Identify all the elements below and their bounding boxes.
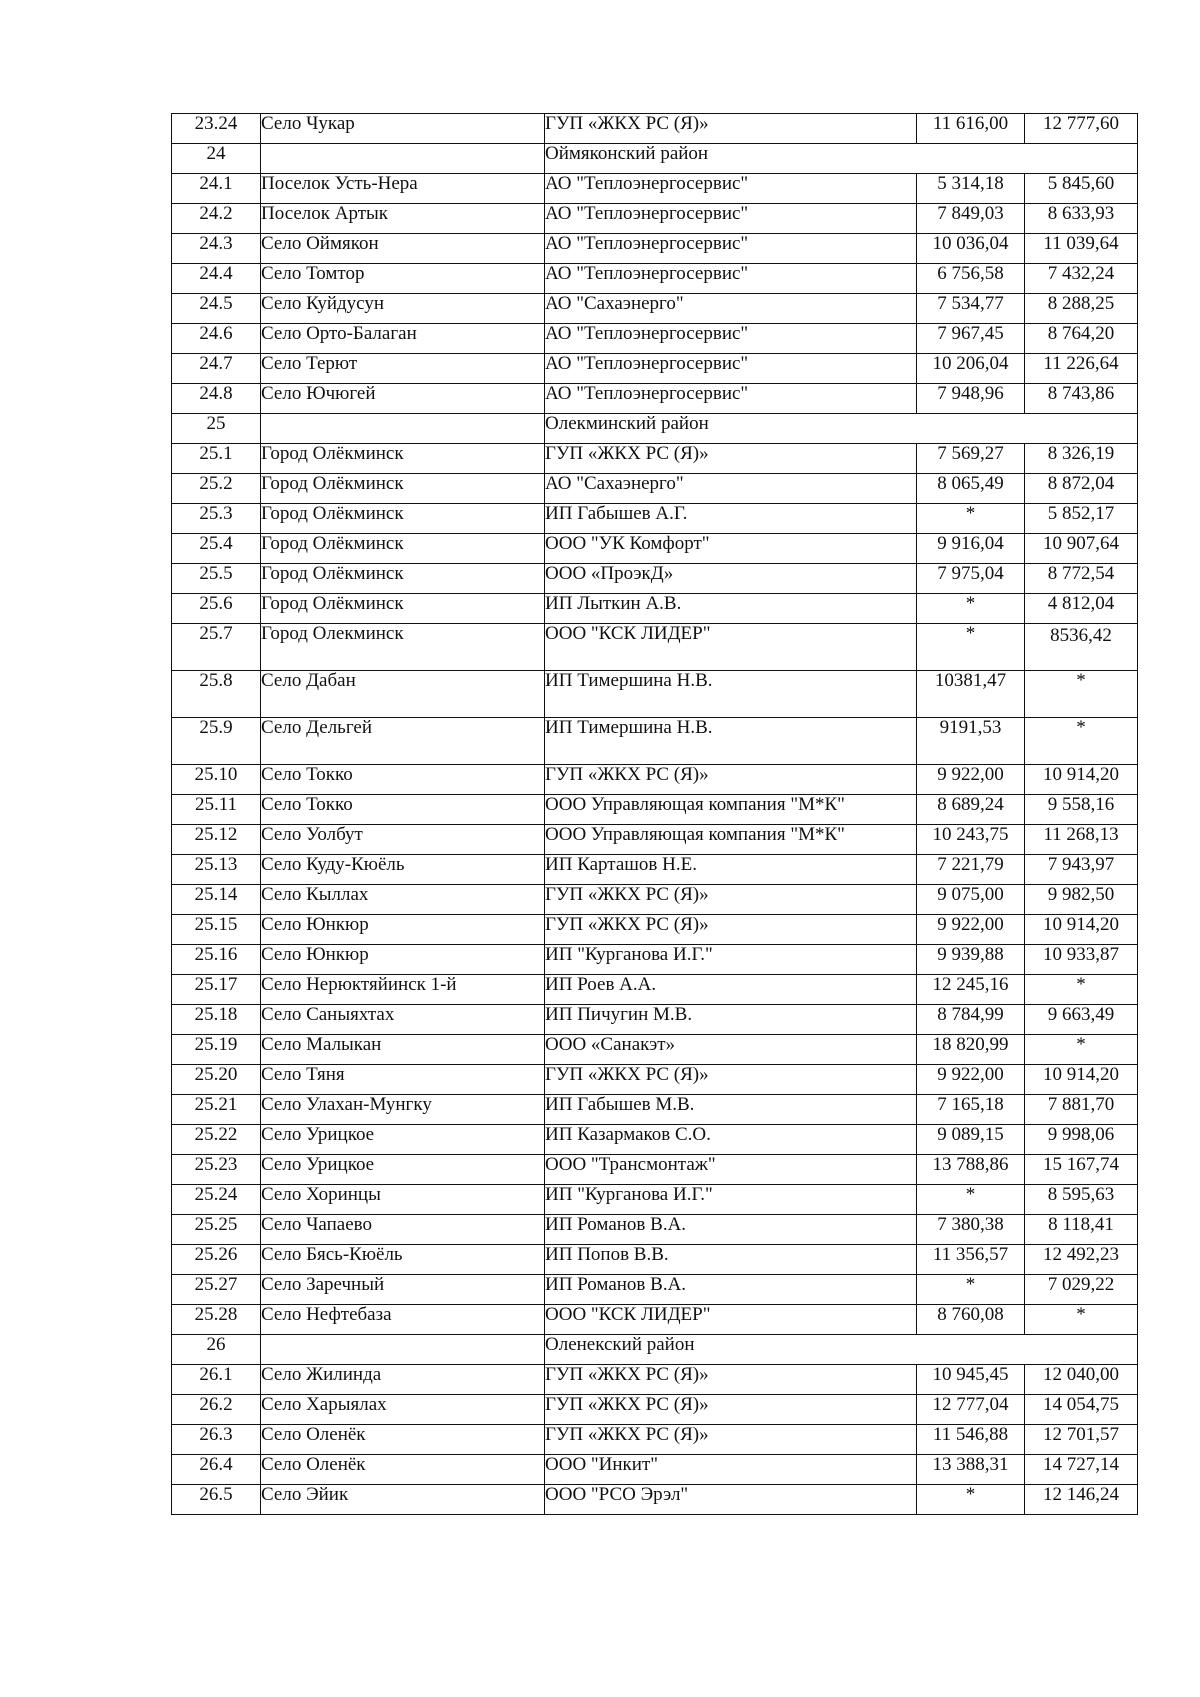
table-row (172, 1365, 1138, 1395)
row-number: 25.16 (172, 945, 261, 975)
settlement-name: Село Жилинда (261, 1365, 545, 1395)
settlement-name: Село Терют (261, 354, 545, 384)
organization-name: АО "Теплоэнергосервис" (545, 264, 917, 294)
table-row (172, 264, 1138, 294)
settlement-name: Село Куду-Кюёль (261, 855, 545, 885)
table-row (172, 718, 1138, 765)
row-number: 25.4 (172, 534, 261, 564)
settlement-name: Село Чапаево (261, 1215, 545, 1245)
tariff-first-half: 10 243,75 (917, 825, 1025, 855)
row-number: 23.24 (172, 114, 261, 144)
organization-name: ГУП «ЖКХ РС (Я)» (545, 915, 917, 945)
tariff-second-half: 14 727,14 (1025, 1455, 1138, 1485)
tariff-second-half: 8 595,63 (1025, 1185, 1138, 1215)
table-row (172, 1095, 1138, 1125)
settlement-name: Село Саныяхтах (261, 1005, 545, 1035)
tariff-second-half: 8 743,86 (1025, 384, 1138, 414)
tariff-second-half: 10 914,20 (1025, 1065, 1138, 1095)
tariff-first-half: 9 922,00 (917, 1065, 1025, 1095)
row-number: 25.27 (172, 1275, 261, 1305)
tariff-second-half: 8 764,20 (1025, 324, 1138, 354)
table-row (172, 114, 1138, 144)
organization-name: АО "Теплоэнергосервис" (545, 354, 917, 384)
tariff-first-half: 9191,53 (917, 718, 1025, 765)
row-number: 26.1 (172, 1365, 261, 1395)
row-number: 25.7 (172, 624, 261, 671)
tariff-second-half: 11 226,64 (1025, 354, 1138, 384)
organization-name: ООО "РСО Эрэл" (545, 1485, 917, 1515)
row-number: 25.21 (172, 1095, 261, 1125)
organization-name: ИП Романов В.А. (545, 1275, 917, 1305)
tariff-second-half: * (1025, 1305, 1138, 1335)
table-row (172, 594, 1138, 624)
row-number: 24.6 (172, 324, 261, 354)
tariff-first-half: 10 945,45 (917, 1365, 1025, 1395)
tariff-second-half: 15 167,74 (1025, 1155, 1138, 1185)
table-row (172, 1035, 1138, 1065)
tariff-first-half: 7 849,03 (917, 204, 1025, 234)
organization-name: АО "Теплоэнергосервис" (545, 204, 917, 234)
row-number: 25.12 (172, 825, 261, 855)
district-name: Оймяконский район (545, 144, 1138, 174)
table-row (172, 855, 1138, 885)
row-number: 24.2 (172, 204, 261, 234)
table-row (172, 624, 1138, 671)
tariff-first-half: 12 245,16 (917, 975, 1025, 1005)
row-number: 25.28 (172, 1305, 261, 1335)
tariff-first-half: * (917, 1185, 1025, 1215)
tariff-second-half: 8536,42 (1025, 624, 1138, 671)
settlement-name: Село Кыллах (261, 885, 545, 915)
district-header-row (172, 414, 1138, 444)
settlement-name: Село Куйдусун (261, 294, 545, 324)
row-number: 25.26 (172, 1245, 261, 1275)
tariff-first-half: 11 356,57 (917, 1245, 1025, 1275)
row-number: 26.4 (172, 1455, 261, 1485)
tariff-first-half: 9 922,00 (917, 765, 1025, 795)
row-number: 26.2 (172, 1395, 261, 1425)
tariff-first-half: 6 756,58 (917, 264, 1025, 294)
row-number: 25.23 (172, 1155, 261, 1185)
tariff-first-half: * (917, 624, 1025, 671)
settlement-name: Село Томтор (261, 264, 545, 294)
table-row (172, 294, 1138, 324)
row-number: 26.3 (172, 1425, 261, 1455)
table-row (172, 444, 1138, 474)
organization-name: ООО Управляющая компания "М*К" (545, 795, 917, 825)
organization-name: ООО "Инкит" (545, 1455, 917, 1485)
district-header-row (172, 144, 1138, 174)
organization-name: ИП Пичугин М.В. (545, 1005, 917, 1035)
organization-name: АО "Теплоэнергосервис" (545, 234, 917, 264)
tariff-first-half: 11 616,00 (917, 114, 1025, 144)
table-row (172, 564, 1138, 594)
tariff-second-half: 10 907,64 (1025, 534, 1138, 564)
table-row (172, 534, 1138, 564)
table-row (172, 1155, 1138, 1185)
settlement-name: Город Олёкминск (261, 474, 545, 504)
tariff-first-half: 7 165,18 (917, 1095, 1025, 1125)
organization-name: ИП Габышев М.В. (545, 1095, 917, 1125)
settlement-name: Село Улахан-Мунгку (261, 1095, 545, 1125)
settlement-name: Город Олекминск (261, 624, 545, 671)
tariff-second-half: 8 118,41 (1025, 1215, 1138, 1245)
table-row (172, 474, 1138, 504)
table-row (172, 1275, 1138, 1305)
district-spacer (261, 1335, 545, 1365)
settlement-name: Село Юнкюр (261, 945, 545, 975)
row-number: 25.5 (172, 564, 261, 594)
tariff-table (171, 113, 1138, 1515)
tariff-second-half: 8 288,25 (1025, 294, 1138, 324)
row-number: 25.11 (172, 795, 261, 825)
tariff-second-half: 12 701,57 (1025, 1425, 1138, 1455)
tariff-first-half: 7 975,04 (917, 564, 1025, 594)
settlement-name: Село Чукар (261, 114, 545, 144)
settlement-name: Поселок Артык (261, 204, 545, 234)
tariff-first-half: 8 760,08 (917, 1305, 1025, 1335)
table-row (172, 1125, 1138, 1155)
row-number: 25.1 (172, 444, 261, 474)
organization-name: АО "Сахаэнерго" (545, 474, 917, 504)
organization-name: ООО "КСК ЛИДЕР" (545, 1305, 917, 1335)
tariff-second-half: 14 054,75 (1025, 1395, 1138, 1425)
row-number: 25.20 (172, 1065, 261, 1095)
row-number: 25.22 (172, 1125, 261, 1155)
tariff-second-half: 8 633,93 (1025, 204, 1138, 234)
row-number: 25.3 (172, 504, 261, 534)
organization-name: ООО Управляющая компания "М*К" (545, 825, 917, 855)
tariff-second-half: 12 040,00 (1025, 1365, 1138, 1395)
row-number: 24.5 (172, 294, 261, 324)
organization-name: ИП "Курганова И.Г." (545, 945, 917, 975)
organization-name: ИП "Курганова И.Г." (545, 1185, 917, 1215)
organization-name: ИП Попов В.В. (545, 1245, 917, 1275)
tariff-second-half: 7 029,22 (1025, 1275, 1138, 1305)
settlement-name: Город Олёкминск (261, 504, 545, 534)
table-row (172, 915, 1138, 945)
table-row (172, 1215, 1138, 1245)
settlement-name: Село Уолбут (261, 825, 545, 855)
tariff-first-half: 13 788,86 (917, 1155, 1025, 1185)
table-row (172, 765, 1138, 795)
row-number: 25.9 (172, 718, 261, 765)
table-row (172, 1185, 1138, 1215)
organization-name: ИП Романов В.А. (545, 1215, 917, 1245)
table-row (172, 671, 1138, 718)
settlement-name: Город Олёкминск (261, 594, 545, 624)
tariff-first-half: 10381,47 (917, 671, 1025, 718)
tariff-second-half: 12 777,60 (1025, 114, 1138, 144)
settlement-name: Село Оленёк (261, 1425, 545, 1455)
table-row (172, 384, 1138, 414)
row-number: 24.8 (172, 384, 261, 414)
table-row (172, 1485, 1138, 1515)
row-number: 25.13 (172, 855, 261, 885)
tariff-second-half: 9 998,06 (1025, 1125, 1138, 1155)
settlement-name: Село Юнкюр (261, 915, 545, 945)
settlement-name: Село Харыялах (261, 1395, 545, 1425)
settlement-name: Село Заречный (261, 1275, 545, 1305)
organization-name: ООО «Санакэт» (545, 1035, 917, 1065)
tariff-second-half: 12 146,24 (1025, 1485, 1138, 1515)
tariff-second-half: 7 432,24 (1025, 264, 1138, 294)
settlement-name: Село Эйик (261, 1485, 545, 1515)
tariff-second-half: * (1025, 975, 1138, 1005)
settlement-name: Село Оймякон (261, 234, 545, 264)
organization-name: ИП Роев А.А. (545, 975, 917, 1005)
tariff-second-half: 10 933,87 (1025, 945, 1138, 975)
row-number: 24.1 (172, 174, 261, 204)
tariff-second-half: 4 812,04 (1025, 594, 1138, 624)
row-number: 25.14 (172, 885, 261, 915)
tariff-first-half: 10 036,04 (917, 234, 1025, 264)
table-row (172, 825, 1138, 855)
table-row (172, 1245, 1138, 1275)
tariff-first-half: 9 916,04 (917, 534, 1025, 564)
organization-name: ИП Казармаков С.О. (545, 1125, 917, 1155)
tariff-first-half: 7 221,79 (917, 855, 1025, 885)
organization-name: ООО "УК Комфорт" (545, 534, 917, 564)
organization-name: АО "Теплоэнергосервис" (545, 174, 917, 204)
tariff-second-half: 7 943,97 (1025, 855, 1138, 885)
settlement-name: Село Нерюктяйинск 1-й (261, 975, 545, 1005)
organization-name: ГУП «ЖКХ РС (Я)» (545, 1425, 917, 1455)
settlement-name: Село Урицкое (261, 1125, 545, 1155)
settlement-name: Село Токко (261, 795, 545, 825)
tariff-first-half: 9 089,15 (917, 1125, 1025, 1155)
tariff-second-half: 7 881,70 (1025, 1095, 1138, 1125)
tariff-first-half: 9 922,00 (917, 915, 1025, 945)
tariff-first-half: 7 948,96 (917, 384, 1025, 414)
district-name: Олекминский район (545, 414, 1138, 444)
tariff-first-half: 7 380,38 (917, 1215, 1025, 1245)
organization-name: ГУП «ЖКХ РС (Я)» (545, 114, 917, 144)
district-name: Оленекский район (545, 1335, 1138, 1365)
settlement-name: Село Тяня (261, 1065, 545, 1095)
table-row (172, 324, 1138, 354)
row-number: 25.8 (172, 671, 261, 718)
settlement-name: Село Дабан (261, 671, 545, 718)
tariff-first-half: 8 689,24 (917, 795, 1025, 825)
tariff-second-half: 9 982,50 (1025, 885, 1138, 915)
table-row (172, 1065, 1138, 1095)
row-number: 24.7 (172, 354, 261, 384)
tariff-second-half: 12 492,23 (1025, 1245, 1138, 1275)
tariff-second-half: * (1025, 718, 1138, 765)
table-row (172, 975, 1138, 1005)
tariff-first-half: 9 939,88 (917, 945, 1025, 975)
table-row (172, 174, 1138, 204)
table-row (172, 204, 1138, 234)
row-number: 25.2 (172, 474, 261, 504)
organization-name: ИП Габышев А.Г. (545, 504, 917, 534)
table-row (172, 945, 1138, 975)
settlement-name: Город Олёкминск (261, 564, 545, 594)
table-row (172, 1005, 1138, 1035)
tariff-first-half: 11 546,88 (917, 1425, 1025, 1455)
organization-name: ГУП «ЖКХ РС (Я)» (545, 1365, 917, 1395)
tariff-first-half: 7 569,27 (917, 444, 1025, 474)
settlement-name: Село Нефтебаза (261, 1305, 545, 1335)
table-row (172, 354, 1138, 384)
tariff-table-body (172, 114, 1138, 1515)
settlement-name: Село Оленёк (261, 1455, 545, 1485)
row-number: 25.25 (172, 1215, 261, 1245)
tariff-second-half: 9 558,16 (1025, 795, 1138, 825)
tariff-first-half: 12 777,04 (917, 1395, 1025, 1425)
table-row (172, 885, 1138, 915)
organization-name: ИП Лыткин А.В. (545, 594, 917, 624)
organization-name: ООО «ПроэкД» (545, 564, 917, 594)
row-number: 25.10 (172, 765, 261, 795)
tariff-second-half: 5 852,17 (1025, 504, 1138, 534)
organization-name: АО "Теплоэнергосервис" (545, 384, 917, 414)
row-number: 25.15 (172, 915, 261, 945)
tariff-first-half: * (917, 1485, 1025, 1515)
settlement-name: Село Хоринцы (261, 1185, 545, 1215)
table-row (172, 1425, 1138, 1455)
row-number: 25.19 (172, 1035, 261, 1065)
tariff-second-half: 8 872,04 (1025, 474, 1138, 504)
tariff-first-half: 9 075,00 (917, 885, 1025, 915)
tariff-first-half: * (917, 594, 1025, 624)
table-row (172, 504, 1138, 534)
settlement-name: Село Бясь-Кюёль (261, 1245, 545, 1275)
tariff-first-half: 10 206,04 (917, 354, 1025, 384)
settlement-name: Поселок Усть-Нера (261, 174, 545, 204)
tariff-second-half: * (1025, 1035, 1138, 1065)
tariff-second-half: 5 845,60 (1025, 174, 1138, 204)
row-number: 25.17 (172, 975, 261, 1005)
organization-name: ООО "КСК ЛИДЕР" (545, 624, 917, 671)
organization-name: ГУП «ЖКХ РС (Я)» (545, 444, 917, 474)
settlement-name: Город Олёкминск (261, 534, 545, 564)
row-number: 26.5 (172, 1485, 261, 1515)
settlement-name: Село Ючюгей (261, 384, 545, 414)
tariff-first-half: 18 820,99 (917, 1035, 1025, 1065)
organization-name: АО "Теплоэнергосервис" (545, 324, 917, 354)
district-header-row (172, 1335, 1138, 1365)
table-row (172, 1455, 1138, 1485)
tariff-second-half: 10 914,20 (1025, 915, 1138, 945)
tariff-second-half: 9 663,49 (1025, 1005, 1138, 1035)
tariff-second-half: 8 772,54 (1025, 564, 1138, 594)
tariff-second-half: 11 039,64 (1025, 234, 1138, 264)
row-number: 24.3 (172, 234, 261, 264)
organization-name: ГУП «ЖКХ РС (Я)» (545, 1065, 917, 1095)
tariff-second-half: 8 326,19 (1025, 444, 1138, 474)
district-number: 25 (172, 414, 261, 444)
tariff-first-half: 7 534,77 (917, 294, 1025, 324)
tariff-first-half: 8 784,99 (917, 1005, 1025, 1035)
settlement-name: Село Малыкан (261, 1035, 545, 1065)
district-spacer (261, 414, 545, 444)
row-number: 25.6 (172, 594, 261, 624)
tariff-first-half: * (917, 1275, 1025, 1305)
organization-name: АО "Сахаэнерго" (545, 294, 917, 324)
organization-name: ГУП «ЖКХ РС (Я)» (545, 765, 917, 795)
tariff-second-half: 10 914,20 (1025, 765, 1138, 795)
table-row (172, 1395, 1138, 1425)
tariff-first-half: 7 967,45 (917, 324, 1025, 354)
district-number: 24 (172, 144, 261, 174)
row-number: 25.24 (172, 1185, 261, 1215)
district-number: 26 (172, 1335, 261, 1365)
table-row (172, 234, 1138, 264)
tariff-second-half: 11 268,13 (1025, 825, 1138, 855)
row-number: 24.4 (172, 264, 261, 294)
organization-name: ИП Тимершина Н.В. (545, 718, 917, 765)
table-row (172, 1305, 1138, 1335)
settlement-name: Село Орто-Балаган (261, 324, 545, 354)
settlement-name: Село Дельгей (261, 718, 545, 765)
tariff-second-half: * (1025, 671, 1138, 718)
tariff-first-half: 13 388,31 (917, 1455, 1025, 1485)
tariff-first-half: 8 065,49 (917, 474, 1025, 504)
organization-name: ИП Карташов Н.Е. (545, 855, 917, 885)
tariff-first-half: * (917, 504, 1025, 534)
organization-name: ООО "Трансмонтаж" (545, 1155, 917, 1185)
settlement-name: Город Олёкминск (261, 444, 545, 474)
organization-name: ГУП «ЖКХ РС (Я)» (545, 1395, 917, 1425)
row-number: 25.18 (172, 1005, 261, 1035)
settlement-name: Село Токко (261, 765, 545, 795)
district-spacer (261, 144, 545, 174)
table-row (172, 795, 1138, 825)
tariff-first-half: 5 314,18 (917, 174, 1025, 204)
settlement-name: Село Урицкое (261, 1155, 545, 1185)
organization-name: ИП Тимершина Н.В. (545, 671, 917, 718)
organization-name: ГУП «ЖКХ РС (Я)» (545, 885, 917, 915)
